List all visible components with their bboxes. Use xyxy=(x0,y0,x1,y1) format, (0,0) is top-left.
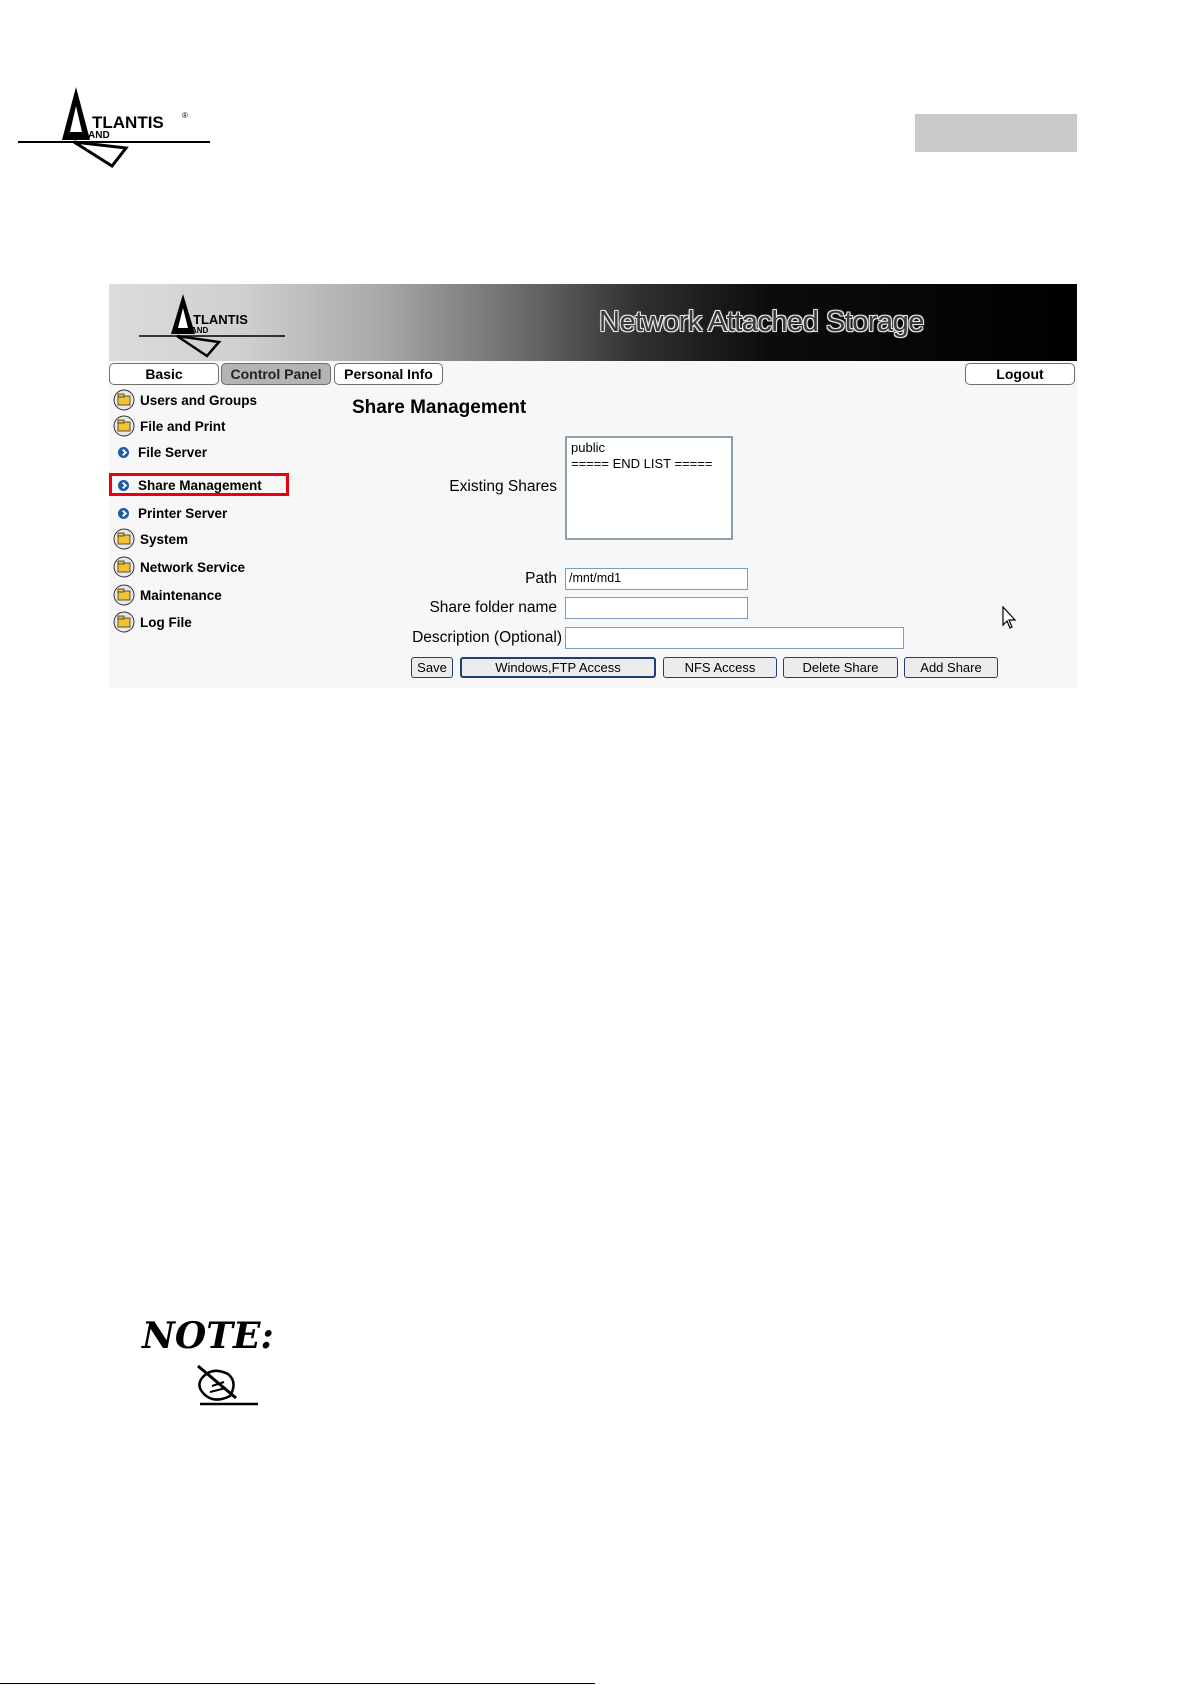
sidebar-item-label: Maintenance xyxy=(140,587,222,603)
banner-logo xyxy=(137,288,287,358)
atlantis-logo xyxy=(14,84,210,170)
folder-icon xyxy=(112,528,136,550)
description-input[interactable] xyxy=(565,627,904,649)
tab-personal-info[interactable]: Personal Info xyxy=(334,363,443,385)
description-label: Description (Optional) xyxy=(412,629,562,646)
sidebar-item-printer-server[interactable] xyxy=(112,502,227,524)
svg-text:AND: AND xyxy=(88,130,110,141)
footer-divider xyxy=(0,1683,595,1684)
sidebar-item-label: Users and Groups xyxy=(140,392,258,408)
arrow-bullet-icon xyxy=(118,508,129,519)
mouse-cursor-icon xyxy=(1002,606,1018,630)
svg-text:AND: AND xyxy=(191,326,209,335)
sidebar-item-label: System xyxy=(140,531,189,547)
delete-share-button[interactable]: Delete Share xyxy=(783,657,898,678)
sidebar-item-file-and-print[interactable] xyxy=(112,415,226,437)
tab-basic[interactable]: Basic xyxy=(109,363,219,385)
arrow-bullet-icon xyxy=(118,447,129,458)
sidebar-item-label: File Server xyxy=(138,444,208,460)
sidebar-item-label: Log File xyxy=(140,614,192,630)
page-title: Share Management xyxy=(352,397,527,418)
add-share-button[interactable]: Add Share xyxy=(904,657,998,678)
svg-text:TLANTIS: TLANTIS xyxy=(193,312,248,327)
existing-shares-list[interactable] xyxy=(565,436,733,540)
note-icon xyxy=(140,1308,276,1412)
sidebar-item-label: Network Service xyxy=(140,559,246,575)
sidebar-item-label: Share Management xyxy=(138,477,262,493)
list-item[interactable]: ===== END LIST ===== xyxy=(571,456,713,471)
path-input[interactable]: /mnt/md1 xyxy=(565,568,748,590)
sidebar-item-label: File and Print xyxy=(140,418,226,434)
tab-control-panel[interactable]: Control Panel xyxy=(221,363,331,385)
share-folder-name-input[interactable] xyxy=(565,597,748,619)
windows-ftp-access-button[interactable]: Windows,FTP Access xyxy=(460,657,656,678)
banner-title: Network Attached Storage xyxy=(599,306,924,338)
folder-icon xyxy=(112,415,136,437)
share-folder-name-label: Share folder name xyxy=(429,599,557,616)
folder-icon xyxy=(112,389,136,411)
svg-text:NOTE:: NOTE: xyxy=(142,1315,274,1357)
nas-screenshot xyxy=(109,284,1077,688)
sidebar-item-label: Printer Server xyxy=(138,505,228,521)
logout-button[interactable]: Logout xyxy=(965,363,1075,385)
sidebar-item-system[interactable] xyxy=(112,528,188,550)
path-label: Path xyxy=(525,570,557,587)
banner xyxy=(109,284,1077,361)
nfs-access-button[interactable]: NFS Access xyxy=(663,657,777,678)
sidebar-item-file-server[interactable] xyxy=(112,441,207,463)
svg-text:®: ® xyxy=(182,111,188,120)
existing-shares-label: Existing Shares xyxy=(449,478,557,495)
save-button[interactable]: Save xyxy=(411,657,453,678)
header-gray-bar xyxy=(915,114,1077,152)
svg-text:TLANTIS: TLANTIS xyxy=(92,113,164,132)
sidebar-item-users-and-groups[interactable] xyxy=(112,389,257,411)
list-item[interactable]: public xyxy=(571,440,605,455)
